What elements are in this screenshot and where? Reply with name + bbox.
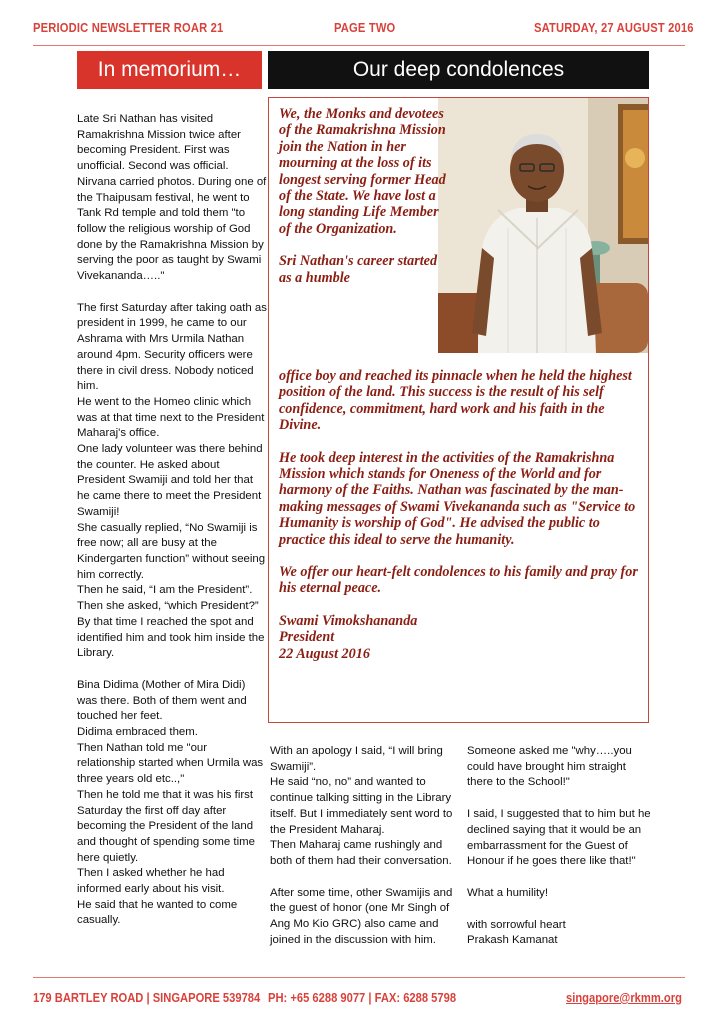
condolence-body	[279, 368, 643, 662]
newsletter-title: PERIODIC NEWSLETTER ROAR 21	[33, 20, 224, 35]
signatory-name: Swami Vimokshananda	[279, 612, 418, 629]
header-divider	[33, 45, 685, 46]
memoir-paragraph: Then he told me that it was his first Saturday the first off day after becoming the President of the land and thought of spending some time here quietly.	[77, 788, 255, 864]
condolence-paragraph: We offer our heart-felt condolences to his family and pray for his eternal peace.	[279, 564, 638, 597]
memoir-paragraph: After some time, other Swamijis and the guest of honor (one Mr Singh of Ang Mo Kio GRC) also came and joined in the discussion with him.	[270, 886, 453, 946]
portrait-photo	[438, 98, 648, 353]
memoir-column-left	[77, 112, 267, 929]
condolences-heading: Our deep condolences	[268, 51, 649, 89]
memoir-paragraph: Then Maharaj came rushingly and both of them had their conversation.	[270, 839, 452, 867]
memoir-paragraph: Late Sri Nathan has visited Ramakrishna Mission twice after becoming President. First was unofficial. Second was official. Nirvana carried photos. During one of the Thaipusam festival, he went to Tank Rd temple and told them "to follow the religious worship of God done by the Ramakrishna Mission by serving the poor as taught by Swami Vivekananda….."	[77, 113, 267, 283]
memoir-column-right	[467, 744, 652, 949]
memoir-paragraph: By that time I reached the spot and identified him and took him inside the Library.	[77, 615, 265, 660]
signatory-title: President	[279, 629, 335, 646]
memoir-paragraph: With an apology I said, “I will bring Swamiji”.	[270, 745, 443, 773]
issue-date: SATURDAY, 27 AUGUST 2016	[534, 20, 694, 35]
memoir-paragraph: Then she asked, “which President?”	[77, 600, 259, 613]
memoir-paragraph: He said that he wanted to come casually.	[77, 898, 238, 927]
memoir-paragraph: I said, I suggested that to him but he declined saying that it would be an embarrassment for the Guest of Honour if he goes there like that!"	[467, 808, 651, 868]
closing-line: with sorrowful heart	[467, 918, 566, 931]
condolence-paragraph: He took deep interest in the activities of the Ramakrishna Mission which stands for Oneness of the World and for harmony of the Faiths. Nathan was fascinated by the man-making messages of Swami Vivekananda such as "Service to Humanity is worship of God". He advised the public to practice this ideal to serve the humanity.	[279, 449, 636, 548]
footer-email-link[interactable]: singapore@rkmm.org	[566, 990, 682, 1005]
author-name: Prakash Kamanat	[467, 934, 558, 947]
memoir-paragraph: Then Nathan told me "our relationship started when Urmila was three years old etc..,"	[77, 741, 264, 786]
memoir-paragraph: He said “no, no” and wanted to continue talking sitting in the Library itself. But I immediately sent word to the President Maharaj.	[270, 776, 453, 836]
memoir-paragraph: The first Saturday after taking oath as president in 1999, he came to our Ashrama with Mrs Urmila Nathan around 4pm. Security officers were there in civil dress. Nobody noticed him.	[77, 301, 267, 393]
in-memorium-heading: In memorium…	[77, 51, 262, 89]
memoir-paragraph: Then he said, “I am the President”.	[77, 584, 253, 597]
signature-date: 22 August 2016	[279, 645, 370, 662]
memoir-paragraph: Then I asked whether he had informed early about his visit.	[77, 867, 225, 896]
portrait-illustration	[438, 98, 648, 353]
memoir-paragraph: Bina Didima (Mother of Mira Didi) was there. Both of them went and touched her feet.	[77, 678, 247, 723]
condolence-paragraph: We, the Monks and devotees of the Ramakrishna Mission join the Nation in her mourning at the loss of its longest serving former Head of the State. We have lost a long standing Life Member of the Organization.	[279, 106, 446, 237]
condolence-intro	[279, 106, 449, 286]
footer-divider	[33, 977, 685, 978]
condolence-paragraph: office boy and reached its pinnacle when he held the highest position of the land. This success is the result of his self confidence, commitment, hard work and his faith in the Divine.	[279, 368, 632, 434]
footer-phone: PH: +65 6288 9077 | FAX: 6288 5798	[268, 990, 457, 1005]
condolence-paragraph: Sri Nathan's career started as a humble	[279, 253, 438, 286]
page-label: PAGE TWO	[334, 20, 396, 35]
memoir-paragraph: Didima embraced them.	[77, 726, 198, 739]
memoir-paragraph: She casually replied, “No Swamiji is free now; all are busy at the Kindergarten function” without seeing him correctly.	[77, 521, 266, 581]
memoir-paragraph: One lady volunteer was there behind the counter. He asked about President Swamiji and told her that he came there to meet the President Swamiji!	[77, 443, 263, 518]
memoir-paragraph: What a humility!	[467, 886, 549, 899]
memoir-paragraph: He went to the Homeo clinic which was at that time next to the President Maharaj's office.	[77, 395, 265, 440]
memoir-paragraph: Someone asked me "why…..you could have brought him straight there to the School!"	[467, 745, 632, 789]
footer-address: 179 BARTLEY ROAD | SINGAPORE 539784	[33, 990, 261, 1005]
memoir-column-middle	[270, 744, 458, 948]
